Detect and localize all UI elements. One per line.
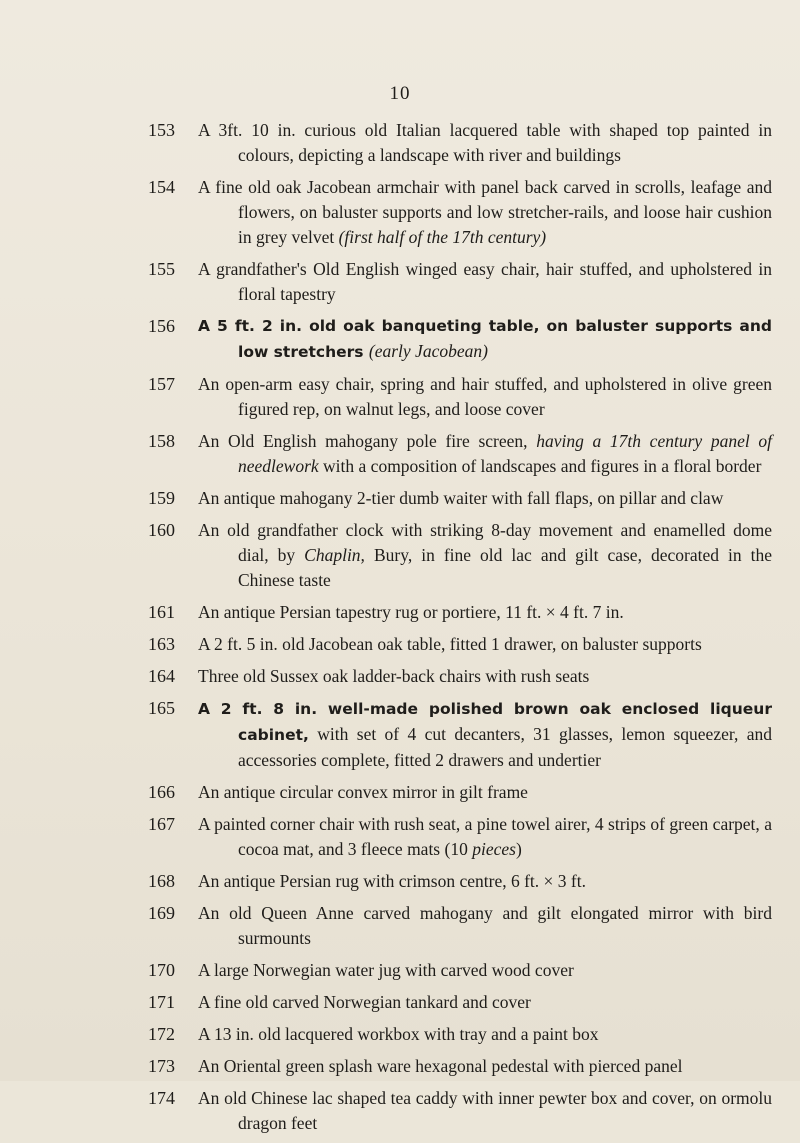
lot-description: A grandfather's Old English winged easy chair, hair stuffed, and upholstered in floral tapestry bbox=[198, 259, 772, 304]
lot-item bbox=[0, 175, 800, 250]
lot-number: 156 bbox=[148, 316, 175, 336]
lot-number: 164 bbox=[148, 666, 175, 686]
lot-number: 172 bbox=[148, 1024, 175, 1044]
lot-item bbox=[0, 958, 800, 983]
lot-number: 158 bbox=[148, 431, 175, 451]
lot-number: 163 bbox=[148, 634, 175, 654]
lot-note: Chaplin, bbox=[304, 545, 365, 565]
lot-description: Three old Sussex oak ladder-back chairs with rush seats bbox=[198, 666, 590, 686]
lot-item bbox=[0, 1086, 800, 1136]
lot-note: (early Jacobean) bbox=[368, 341, 488, 361]
lot-description: A painted corner chair with rush seat, a pine towel airer, 4 strips of green carpet, a cocoa mat, and 3 fleece mats (10 pieces) bbox=[198, 814, 772, 859]
lot-description: A 3ft. 10 in. curious old Italian lacquered table with shaped top painted in colours, depicting a landscape with river and buildings bbox=[198, 120, 772, 165]
lot-item bbox=[0, 812, 800, 862]
lot-description: An antique Persian tapestry rug or portiere, 11 ft. × 4 ft. 7 in. bbox=[198, 602, 624, 622]
lot-item bbox=[0, 869, 800, 894]
lot-item bbox=[0, 486, 800, 511]
lot-description: A large Norwegian water jug with carved wood cover bbox=[198, 960, 574, 980]
lot-item bbox=[0, 518, 800, 593]
lot-item bbox=[0, 314, 800, 365]
lot-item bbox=[0, 1022, 800, 1047]
lot-number: 174 bbox=[148, 1088, 175, 1108]
lot-number: 161 bbox=[148, 602, 175, 622]
lot-description: A 2 ft. 8 in. well-made polished brown oak enclosed liqueur cabinet, with set of 4 cut decanters, 31 glasses, lemon squeezer, and accessories complete, fitted 2 drawers and undertier bbox=[198, 700, 772, 770]
lot-item bbox=[0, 990, 800, 1015]
lot-number: 155 bbox=[148, 259, 175, 279]
lot-item bbox=[0, 257, 800, 307]
lot-item bbox=[0, 901, 800, 951]
lot-item bbox=[0, 632, 800, 657]
lot-number: 171 bbox=[148, 992, 175, 1012]
lot-description: A fine old oak Jacobean armchair with panel back carved in scrolls, leafage and flowers, on baluster supports and low stretcher-rails, and loose hair cushion in grey velvet (first half of the 17th century) bbox=[198, 177, 772, 247]
lot-item bbox=[0, 372, 800, 422]
lot-item bbox=[0, 664, 800, 689]
lot-description: An open-arm easy chair, spring and hair stuffed, and upholstered in olive green figured rep, on walnut legs, and loose cover bbox=[198, 374, 772, 419]
page-number: 10 bbox=[389, 83, 411, 104]
lot-list bbox=[0, 118, 800, 1143]
lot-item bbox=[0, 118, 800, 168]
lot-description: An old grandfather clock with striking 8-day movement and enamelled dome dial, by Chaplin, Bury, in fine old lac and gilt case, decorated in the Chinese taste bbox=[198, 520, 772, 590]
lot-description: An old Chinese lac shaped tea caddy with inner pewter box and cover, on ormolu dragon feet bbox=[198, 1088, 772, 1133]
lot-number: 169 bbox=[148, 903, 175, 923]
lot-description: A 2 ft. 5 in. old Jacobean oak table, fitted 1 drawer, on baluster supports bbox=[198, 634, 702, 654]
lot-description: An Old English mahogany pole fire screen, having a 17th century panel of needlework with a composition of landscapes and figures in a floral border bbox=[198, 431, 772, 476]
lot-item bbox=[0, 600, 800, 625]
lot-number: 167 bbox=[148, 814, 175, 834]
lot-number: 160 bbox=[148, 520, 175, 540]
lot-description: A 5 ft. 2 in. old oak banqueting table, on baluster supports and low stretchers (early Jacobean) bbox=[198, 317, 772, 361]
lot-number: 159 bbox=[148, 488, 175, 508]
lot-item bbox=[0, 780, 800, 805]
lot-description: An antique circular convex mirror in gilt frame bbox=[198, 782, 528, 802]
lot-number: 157 bbox=[148, 374, 175, 394]
lot-number: 153 bbox=[148, 120, 175, 140]
lot-description: A 13 in. old lacquered workbox with tray and a paint box bbox=[198, 1024, 599, 1044]
lot-note: having a 17th century panel of needlework bbox=[238, 431, 772, 476]
lot-number: 166 bbox=[148, 782, 175, 802]
lot-number: 170 bbox=[148, 960, 175, 980]
lot-note: (first half of the 17th century) bbox=[338, 227, 547, 247]
lot-number: 168 bbox=[148, 871, 175, 891]
lot-description: An antique mahogany 2-tier dumb waiter with fall flaps, on pillar and claw bbox=[198, 488, 724, 508]
lot-description: An antique Persian rug with crimson centre, 6 ft. × 3 ft. bbox=[198, 871, 586, 891]
lot-description: An Oriental green splash ware hexagonal pedestal with pierced panel bbox=[198, 1056, 683, 1076]
lot-note: pieces bbox=[472, 839, 516, 859]
lot-item bbox=[0, 429, 800, 479]
lot-description: An old Queen Anne carved mahogany and gilt elongated mirror with bird surmounts bbox=[198, 903, 772, 948]
lot-description: A fine old carved Norwegian tankard and cover bbox=[198, 992, 531, 1012]
lot-item bbox=[0, 1054, 800, 1079]
lot-number: 173 bbox=[148, 1056, 175, 1076]
lot-item bbox=[0, 696, 800, 773]
lot-number: 165 bbox=[148, 698, 175, 718]
lot-number: 154 bbox=[148, 177, 175, 197]
